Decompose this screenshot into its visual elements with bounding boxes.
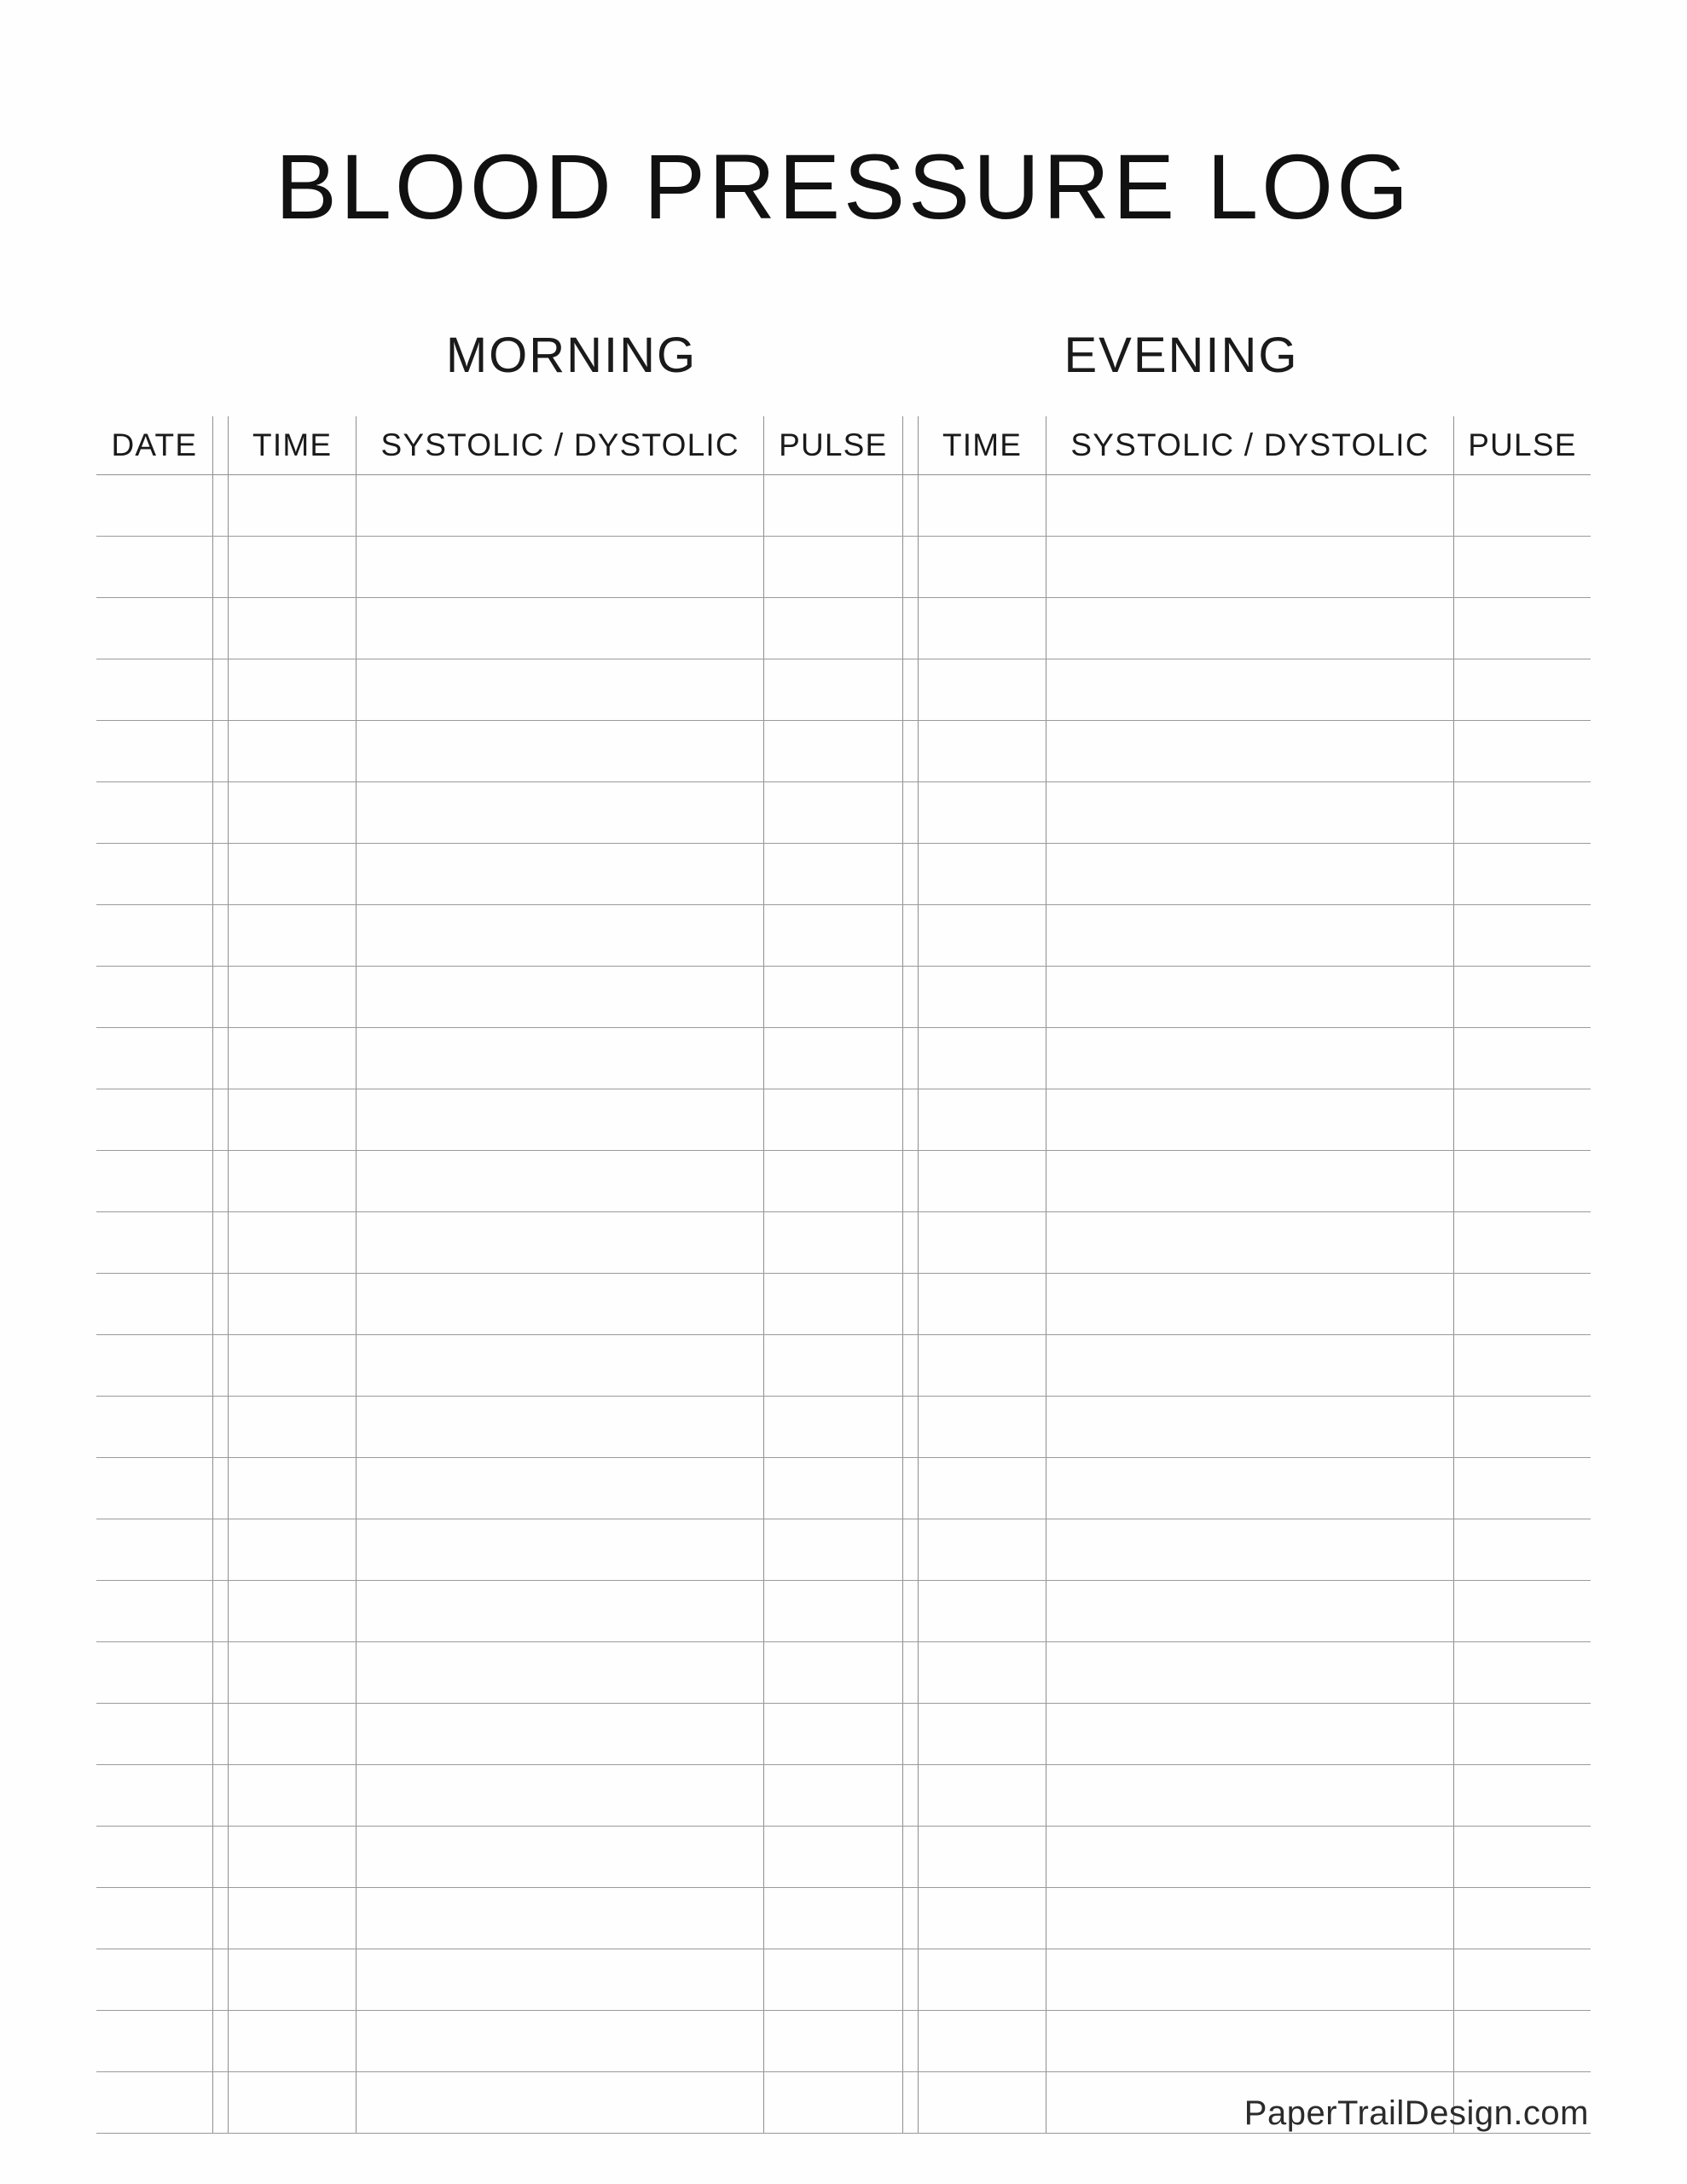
cell-spacer-left bbox=[212, 1335, 228, 1397]
cell-evening-time[interactable] bbox=[918, 475, 1046, 537]
cell-morning-reading[interactable] bbox=[357, 598, 764, 659]
cell-morning-reading[interactable] bbox=[357, 1397, 764, 1458]
cell-morning-time[interactable] bbox=[228, 1028, 356, 1089]
cell-spacer-right bbox=[902, 1949, 918, 2011]
table-row[interactable] bbox=[96, 844, 1591, 905]
cell-spacer-left bbox=[212, 1151, 228, 1212]
cell-spacer-right bbox=[902, 844, 918, 905]
footer-credit: PaperTrailDesign.com bbox=[1244, 2094, 1589, 2132]
cell-morning-pulse[interactable] bbox=[763, 1642, 902, 1704]
cell-spacer-left bbox=[212, 2072, 228, 2134]
cell-evening-time[interactable] bbox=[918, 967, 1046, 1028]
cell-morning-reading[interactable] bbox=[357, 475, 764, 537]
cell-morning-time[interactable] bbox=[228, 1949, 356, 2011]
cell-date[interactable] bbox=[96, 1519, 212, 1581]
cell-morning-pulse[interactable] bbox=[763, 1397, 902, 1458]
cell-evening-pulse[interactable] bbox=[1453, 1519, 1591, 1581]
table-row[interactable] bbox=[96, 475, 1591, 537]
cell-evening-pulse[interactable] bbox=[1453, 1949, 1591, 2011]
cell-morning-time[interactable] bbox=[228, 905, 356, 967]
cell-spacer-right bbox=[902, 1765, 918, 1827]
cell-evening-reading[interactable] bbox=[1046, 844, 1454, 905]
cell-morning-time[interactable] bbox=[228, 1581, 356, 1642]
cell-spacer-left bbox=[212, 537, 228, 598]
cell-spacer-right bbox=[902, 2072, 918, 2134]
cell-spacer-right bbox=[902, 537, 918, 598]
cell-date[interactable] bbox=[96, 2072, 212, 2134]
cell-spacer-left bbox=[212, 844, 228, 905]
table-row[interactable] bbox=[96, 2011, 1591, 2072]
cell-date[interactable] bbox=[96, 1028, 212, 1089]
table-header-row bbox=[96, 416, 1591, 475]
cell-evening-time[interactable] bbox=[918, 1212, 1046, 1274]
cell-evening-time[interactable] bbox=[918, 1397, 1046, 1458]
cell-morning-time[interactable] bbox=[228, 1274, 356, 1335]
cell-evening-time[interactable] bbox=[918, 721, 1046, 782]
cell-evening-pulse[interactable] bbox=[1453, 1274, 1591, 1335]
cell-morning-reading[interactable] bbox=[357, 1581, 764, 1642]
cell-evening-reading[interactable] bbox=[1046, 1089, 1454, 1151]
cell-morning-pulse[interactable] bbox=[763, 1704, 902, 1765]
cell-evening-time[interactable] bbox=[918, 1642, 1046, 1704]
cell-evening-reading[interactable] bbox=[1046, 967, 1454, 1028]
cell-morning-reading[interactable] bbox=[357, 1089, 764, 1151]
cell-morning-pulse[interactable] bbox=[763, 844, 902, 905]
cell-evening-reading[interactable] bbox=[1046, 475, 1454, 537]
table-row[interactable] bbox=[96, 1765, 1591, 1827]
cell-morning-time[interactable] bbox=[228, 1458, 356, 1519]
cell-morning-pulse[interactable] bbox=[763, 1458, 902, 1519]
cell-date[interactable] bbox=[96, 1397, 212, 1458]
cell-evening-reading[interactable] bbox=[1046, 1642, 1454, 1704]
cell-date[interactable] bbox=[96, 1642, 212, 1704]
cell-spacer-right bbox=[902, 1642, 918, 1704]
section-header-evening: EVENING bbox=[1064, 328, 1299, 383]
cell-date[interactable] bbox=[96, 659, 212, 721]
table-row[interactable] bbox=[96, 1028, 1591, 1089]
cell-morning-time[interactable] bbox=[228, 1827, 356, 1888]
cell-morning-pulse[interactable] bbox=[763, 2011, 902, 2072]
cell-evening-pulse[interactable] bbox=[1453, 1765, 1591, 1827]
cell-spacer-right bbox=[902, 1519, 918, 1581]
cell-evening-reading[interactable] bbox=[1046, 1888, 1454, 1949]
cell-morning-time[interactable] bbox=[228, 844, 356, 905]
cell-evening-reading[interactable] bbox=[1046, 1335, 1454, 1397]
cell-evening-time[interactable] bbox=[918, 1274, 1046, 1335]
cell-evening-pulse[interactable] bbox=[1453, 721, 1591, 782]
cell-morning-pulse[interactable] bbox=[763, 1335, 902, 1397]
cell-spacer-right bbox=[902, 905, 918, 967]
cell-morning-reading[interactable] bbox=[357, 1827, 764, 1888]
cell-evening-reading[interactable] bbox=[1046, 1704, 1454, 1765]
cell-spacer-left bbox=[212, 1397, 228, 1458]
cell-morning-pulse[interactable] bbox=[763, 598, 902, 659]
cell-morning-pulse[interactable] bbox=[763, 2072, 902, 2134]
cell-morning-reading[interactable] bbox=[357, 1212, 764, 1274]
cell-morning-reading[interactable] bbox=[357, 537, 764, 598]
cell-morning-reading[interactable] bbox=[357, 1765, 764, 1827]
cell-evening-time[interactable] bbox=[918, 1704, 1046, 1765]
cell-date[interactable] bbox=[96, 1704, 212, 1765]
cell-spacer-right bbox=[902, 659, 918, 721]
table-row[interactable] bbox=[96, 1151, 1591, 1212]
cell-morning-reading[interactable] bbox=[357, 844, 764, 905]
cell-evening-pulse[interactable] bbox=[1453, 1458, 1591, 1519]
cell-evening-pulse[interactable] bbox=[1453, 475, 1591, 537]
cell-morning-time[interactable] bbox=[228, 475, 356, 537]
cell-morning-pulse[interactable] bbox=[763, 1519, 902, 1581]
column-header-evening-reading: SYSTOLIC / DYSTOLIC bbox=[1046, 416, 1454, 475]
cell-evening-time[interactable] bbox=[918, 1581, 1046, 1642]
cell-morning-reading[interactable] bbox=[357, 1458, 764, 1519]
cell-morning-time[interactable] bbox=[228, 721, 356, 782]
cell-evening-time[interactable] bbox=[918, 2011, 1046, 2072]
cell-morning-reading[interactable] bbox=[357, 1274, 764, 1335]
cell-date[interactable] bbox=[96, 1335, 212, 1397]
cell-evening-pulse[interactable] bbox=[1453, 1089, 1591, 1151]
cell-evening-time[interactable] bbox=[918, 1827, 1046, 1888]
cell-morning-time[interactable] bbox=[228, 1151, 356, 1212]
log-table-container bbox=[96, 416, 1591, 2071]
cell-evening-pulse[interactable] bbox=[1453, 1704, 1591, 1765]
cell-spacer-left bbox=[212, 1704, 228, 1765]
cell-evening-pulse[interactable] bbox=[1453, 1151, 1591, 1212]
cell-spacer-right bbox=[902, 1704, 918, 1765]
column-header-morning-reading: SYSTOLIC / DYSTOLIC bbox=[357, 416, 764, 475]
cell-evening-reading[interactable] bbox=[1046, 1274, 1454, 1335]
cell-spacer-left bbox=[212, 2011, 228, 2072]
cell-evening-time[interactable] bbox=[918, 844, 1046, 905]
cell-date[interactable] bbox=[96, 1458, 212, 1519]
cell-evening-pulse[interactable] bbox=[1453, 2011, 1591, 2072]
page-title: BLOOD PRESSURE LOG bbox=[275, 135, 1412, 238]
cell-spacer-right bbox=[902, 598, 918, 659]
cell-evening-time[interactable] bbox=[918, 1888, 1046, 1949]
cell-spacer-left bbox=[212, 1212, 228, 1274]
table-row[interactable] bbox=[96, 1274, 1591, 1335]
cell-evening-pulse[interactable] bbox=[1453, 537, 1591, 598]
table-body bbox=[96, 475, 1591, 2134]
cell-evening-time[interactable] bbox=[918, 1151, 1046, 1212]
cell-spacer-left bbox=[212, 1458, 228, 1519]
cell-spacer-left bbox=[212, 659, 228, 721]
cell-morning-time[interactable] bbox=[228, 659, 356, 721]
cell-morning-pulse[interactable] bbox=[763, 1212, 902, 1274]
cell-evening-time[interactable] bbox=[918, 537, 1046, 598]
cell-morning-reading[interactable] bbox=[357, 721, 764, 782]
cell-morning-pulse[interactable] bbox=[763, 1274, 902, 1335]
cell-morning-time[interactable] bbox=[228, 967, 356, 1028]
cell-evening-reading[interactable] bbox=[1046, 1519, 1454, 1581]
cell-spacer-right bbox=[902, 1151, 918, 1212]
cell-evening-pulse[interactable] bbox=[1453, 844, 1591, 905]
table-row[interactable] bbox=[96, 1581, 1591, 1642]
cell-morning-pulse[interactable] bbox=[763, 967, 902, 1028]
cell-evening-pulse[interactable] bbox=[1453, 598, 1591, 659]
table-row[interactable] bbox=[96, 598, 1591, 659]
column-header-date: DATE bbox=[96, 416, 212, 475]
cell-morning-pulse[interactable] bbox=[763, 1028, 902, 1089]
cell-date[interactable] bbox=[96, 598, 212, 659]
cell-date[interactable] bbox=[96, 782, 212, 844]
cell-evening-reading[interactable] bbox=[1046, 1827, 1454, 1888]
cell-date[interactable] bbox=[96, 1949, 212, 2011]
cell-evening-time[interactable] bbox=[918, 659, 1046, 721]
cell-evening-pulse[interactable] bbox=[1453, 1888, 1591, 1949]
cell-evening-pulse[interactable] bbox=[1453, 1827, 1591, 1888]
cell-evening-pulse[interactable] bbox=[1453, 782, 1591, 844]
cell-morning-time[interactable] bbox=[228, 1642, 356, 1704]
cell-evening-reading[interactable] bbox=[1046, 905, 1454, 967]
column-header-morning-pulse: PULSE bbox=[763, 416, 902, 475]
cell-evening-time[interactable] bbox=[918, 1949, 1046, 2011]
cell-morning-time[interactable] bbox=[228, 1212, 356, 1274]
cell-morning-pulse[interactable] bbox=[763, 475, 902, 537]
cell-morning-reading[interactable] bbox=[357, 2072, 764, 2134]
cell-morning-time[interactable] bbox=[228, 2072, 356, 2134]
cell-evening-time[interactable] bbox=[918, 1335, 1046, 1397]
cell-morning-time[interactable] bbox=[228, 1888, 356, 1949]
table-row[interactable] bbox=[96, 1704, 1591, 1765]
cell-date[interactable] bbox=[96, 967, 212, 1028]
table-row[interactable] bbox=[96, 1458, 1591, 1519]
cell-date[interactable] bbox=[96, 1212, 212, 1274]
cell-evening-time[interactable] bbox=[918, 1458, 1046, 1519]
cell-evening-reading[interactable] bbox=[1046, 1949, 1454, 2011]
cell-date[interactable] bbox=[96, 1581, 212, 1642]
cell-spacer-right bbox=[902, 721, 918, 782]
cell-morning-reading[interactable] bbox=[357, 1519, 764, 1581]
cell-spacer-right bbox=[902, 1335, 918, 1397]
cell-spacer-left bbox=[212, 1642, 228, 1704]
cell-date[interactable] bbox=[96, 1765, 212, 1827]
cell-spacer-right bbox=[902, 1089, 918, 1151]
cell-morning-time[interactable] bbox=[228, 1765, 356, 1827]
section-header-morning: MORNING bbox=[445, 328, 698, 383]
cell-date[interactable] bbox=[96, 537, 212, 598]
cell-morning-time[interactable] bbox=[228, 782, 356, 844]
cell-evening-time[interactable] bbox=[918, 905, 1046, 967]
cell-date[interactable] bbox=[96, 1274, 212, 1335]
cell-evening-reading[interactable] bbox=[1046, 1765, 1454, 1827]
cell-spacer-left bbox=[212, 598, 228, 659]
column-header-morning-time: TIME bbox=[228, 416, 356, 475]
cell-date[interactable] bbox=[96, 1888, 212, 1949]
cell-morning-pulse[interactable] bbox=[763, 659, 902, 721]
cell-evening-pulse[interactable] bbox=[1453, 967, 1591, 1028]
cell-morning-pulse[interactable] bbox=[763, 1581, 902, 1642]
cell-evening-time[interactable] bbox=[918, 598, 1046, 659]
cell-spacer-left bbox=[212, 782, 228, 844]
cell-evening-time[interactable] bbox=[918, 1028, 1046, 1089]
table-row[interactable] bbox=[96, 1212, 1591, 1274]
cell-spacer-left bbox=[212, 1765, 228, 1827]
table-row[interactable] bbox=[96, 1888, 1591, 1949]
column-spacer-left bbox=[212, 416, 228, 475]
cell-spacer-right bbox=[902, 782, 918, 844]
table-row[interactable] bbox=[96, 1949, 1591, 2011]
cell-morning-pulse[interactable] bbox=[763, 1949, 902, 2011]
cell-evening-reading[interactable] bbox=[1046, 1151, 1454, 1212]
cell-spacer-left bbox=[212, 1519, 228, 1581]
cell-evening-reading[interactable] bbox=[1046, 1581, 1454, 1642]
cell-evening-pulse[interactable] bbox=[1453, 905, 1591, 967]
cell-evening-pulse[interactable] bbox=[1453, 1335, 1591, 1397]
column-header-evening-time: TIME bbox=[918, 416, 1046, 475]
cell-evening-pulse[interactable] bbox=[1453, 1581, 1591, 1642]
cell-evening-pulse[interactable] bbox=[1453, 1212, 1591, 1274]
cell-evening-time[interactable] bbox=[918, 1765, 1046, 1827]
cell-evening-reading[interactable] bbox=[1046, 1212, 1454, 1274]
table-row[interactable] bbox=[96, 967, 1591, 1028]
cell-spacer-left bbox=[212, 1028, 228, 1089]
cell-evening-time[interactable] bbox=[918, 1519, 1046, 1581]
table-row[interactable] bbox=[96, 1827, 1591, 1888]
cell-morning-reading[interactable] bbox=[357, 1642, 764, 1704]
cell-evening-reading[interactable] bbox=[1046, 1458, 1454, 1519]
cell-morning-time[interactable] bbox=[228, 1089, 356, 1151]
cell-evening-reading[interactable] bbox=[1046, 1397, 1454, 1458]
cell-date[interactable] bbox=[96, 1089, 212, 1151]
cell-morning-time[interactable] bbox=[228, 1704, 356, 1765]
cell-morning-reading[interactable] bbox=[357, 1028, 764, 1089]
cell-spacer-left bbox=[212, 1949, 228, 2011]
cell-spacer-left bbox=[212, 475, 228, 537]
cell-evening-reading[interactable] bbox=[1046, 2011, 1454, 2072]
cell-morning-pulse[interactable] bbox=[763, 1888, 902, 1949]
cell-morning-time[interactable] bbox=[228, 537, 356, 598]
cell-evening-pulse[interactable] bbox=[1453, 1397, 1591, 1458]
cell-date[interactable] bbox=[96, 475, 212, 537]
cell-morning-pulse[interactable] bbox=[763, 1765, 902, 1827]
cell-spacer-right bbox=[902, 1397, 918, 1458]
table-row[interactable] bbox=[96, 782, 1591, 844]
cell-date[interactable] bbox=[96, 1151, 212, 1212]
column-header-evening-pulse: PULSE bbox=[1453, 416, 1591, 475]
cell-evening-time[interactable] bbox=[918, 2072, 1046, 2134]
cell-spacer-right bbox=[902, 1827, 918, 1888]
table-row[interactable] bbox=[96, 721, 1591, 782]
cell-evening-reading[interactable] bbox=[1046, 721, 1454, 782]
column-spacer-right bbox=[902, 416, 918, 475]
cell-morning-reading[interactable] bbox=[357, 1704, 764, 1765]
cell-morning-time[interactable] bbox=[228, 2011, 356, 2072]
table-row[interactable] bbox=[96, 905, 1591, 967]
cell-morning-reading[interactable] bbox=[357, 1888, 764, 1949]
cell-spacer-right bbox=[902, 475, 918, 537]
cell-spacer-left bbox=[212, 1888, 228, 1949]
table-row[interactable] bbox=[96, 1519, 1591, 1581]
cell-spacer-right bbox=[902, 1458, 918, 1519]
cell-morning-pulse[interactable] bbox=[763, 537, 902, 598]
cell-morning-time[interactable] bbox=[228, 1335, 356, 1397]
cell-date[interactable] bbox=[96, 2011, 212, 2072]
table-row[interactable] bbox=[96, 1397, 1591, 1458]
cell-spacer-right bbox=[902, 1888, 918, 1949]
cell-date[interactable] bbox=[96, 1827, 212, 1888]
cell-date[interactable] bbox=[96, 721, 212, 782]
table-row[interactable] bbox=[96, 537, 1591, 598]
cell-spacer-right bbox=[902, 1028, 918, 1089]
cell-evening-time[interactable] bbox=[918, 782, 1046, 844]
cell-evening-reading[interactable] bbox=[1046, 598, 1454, 659]
blood-pressure-log-table bbox=[96, 416, 1591, 2134]
cell-spacer-right bbox=[902, 2011, 918, 2072]
cell-spacer-left bbox=[212, 1827, 228, 1888]
cell-evening-reading[interactable] bbox=[1046, 659, 1454, 721]
cell-evening-time[interactable] bbox=[918, 1089, 1046, 1151]
table-row[interactable] bbox=[96, 659, 1591, 721]
table-row[interactable] bbox=[96, 1642, 1591, 1704]
cell-spacer-right bbox=[902, 1212, 918, 1274]
cell-spacer-left bbox=[212, 1581, 228, 1642]
cell-spacer-left bbox=[212, 721, 228, 782]
cell-evening-reading[interactable] bbox=[1046, 1028, 1454, 1089]
cell-morning-time[interactable] bbox=[228, 1519, 356, 1581]
cell-morning-time[interactable] bbox=[228, 598, 356, 659]
cell-date[interactable] bbox=[96, 905, 212, 967]
cell-morning-reading[interactable] bbox=[357, 967, 764, 1028]
cell-evening-pulse[interactable] bbox=[1453, 659, 1591, 721]
cell-morning-reading[interactable] bbox=[357, 905, 764, 967]
cell-spacer-left bbox=[212, 1089, 228, 1151]
cell-evening-reading[interactable] bbox=[1046, 782, 1454, 844]
cell-morning-reading[interactable] bbox=[357, 659, 764, 721]
cell-morning-reading[interactable] bbox=[357, 1949, 764, 2011]
table-row[interactable] bbox=[96, 1335, 1591, 1397]
cell-spacer-left bbox=[212, 967, 228, 1028]
cell-evening-reading[interactable] bbox=[1046, 537, 1454, 598]
cell-evening-pulse[interactable] bbox=[1453, 1642, 1591, 1704]
cell-morning-pulse[interactable] bbox=[763, 1089, 902, 1151]
cell-morning-reading[interactable] bbox=[357, 1151, 764, 1212]
cell-morning-pulse[interactable] bbox=[763, 905, 902, 967]
cell-morning-reading[interactable] bbox=[357, 2011, 764, 2072]
cell-morning-pulse[interactable] bbox=[763, 1827, 902, 1888]
cell-morning-reading[interactable] bbox=[357, 1335, 764, 1397]
cell-morning-pulse[interactable] bbox=[763, 1151, 902, 1212]
cell-date[interactable] bbox=[96, 844, 212, 905]
cell-spacer-right bbox=[902, 967, 918, 1028]
cell-spacer-right bbox=[902, 1274, 918, 1335]
cell-evening-pulse[interactable] bbox=[1453, 1028, 1591, 1089]
cell-morning-reading[interactable] bbox=[357, 782, 764, 844]
cell-morning-pulse[interactable] bbox=[763, 782, 902, 844]
cell-spacer-left bbox=[212, 1274, 228, 1335]
cell-morning-pulse[interactable] bbox=[763, 721, 902, 782]
cell-morning-time[interactable] bbox=[228, 1397, 356, 1458]
table-row[interactable] bbox=[96, 1089, 1591, 1151]
cell-spacer-right bbox=[902, 1581, 918, 1642]
cell-spacer-left bbox=[212, 905, 228, 967]
